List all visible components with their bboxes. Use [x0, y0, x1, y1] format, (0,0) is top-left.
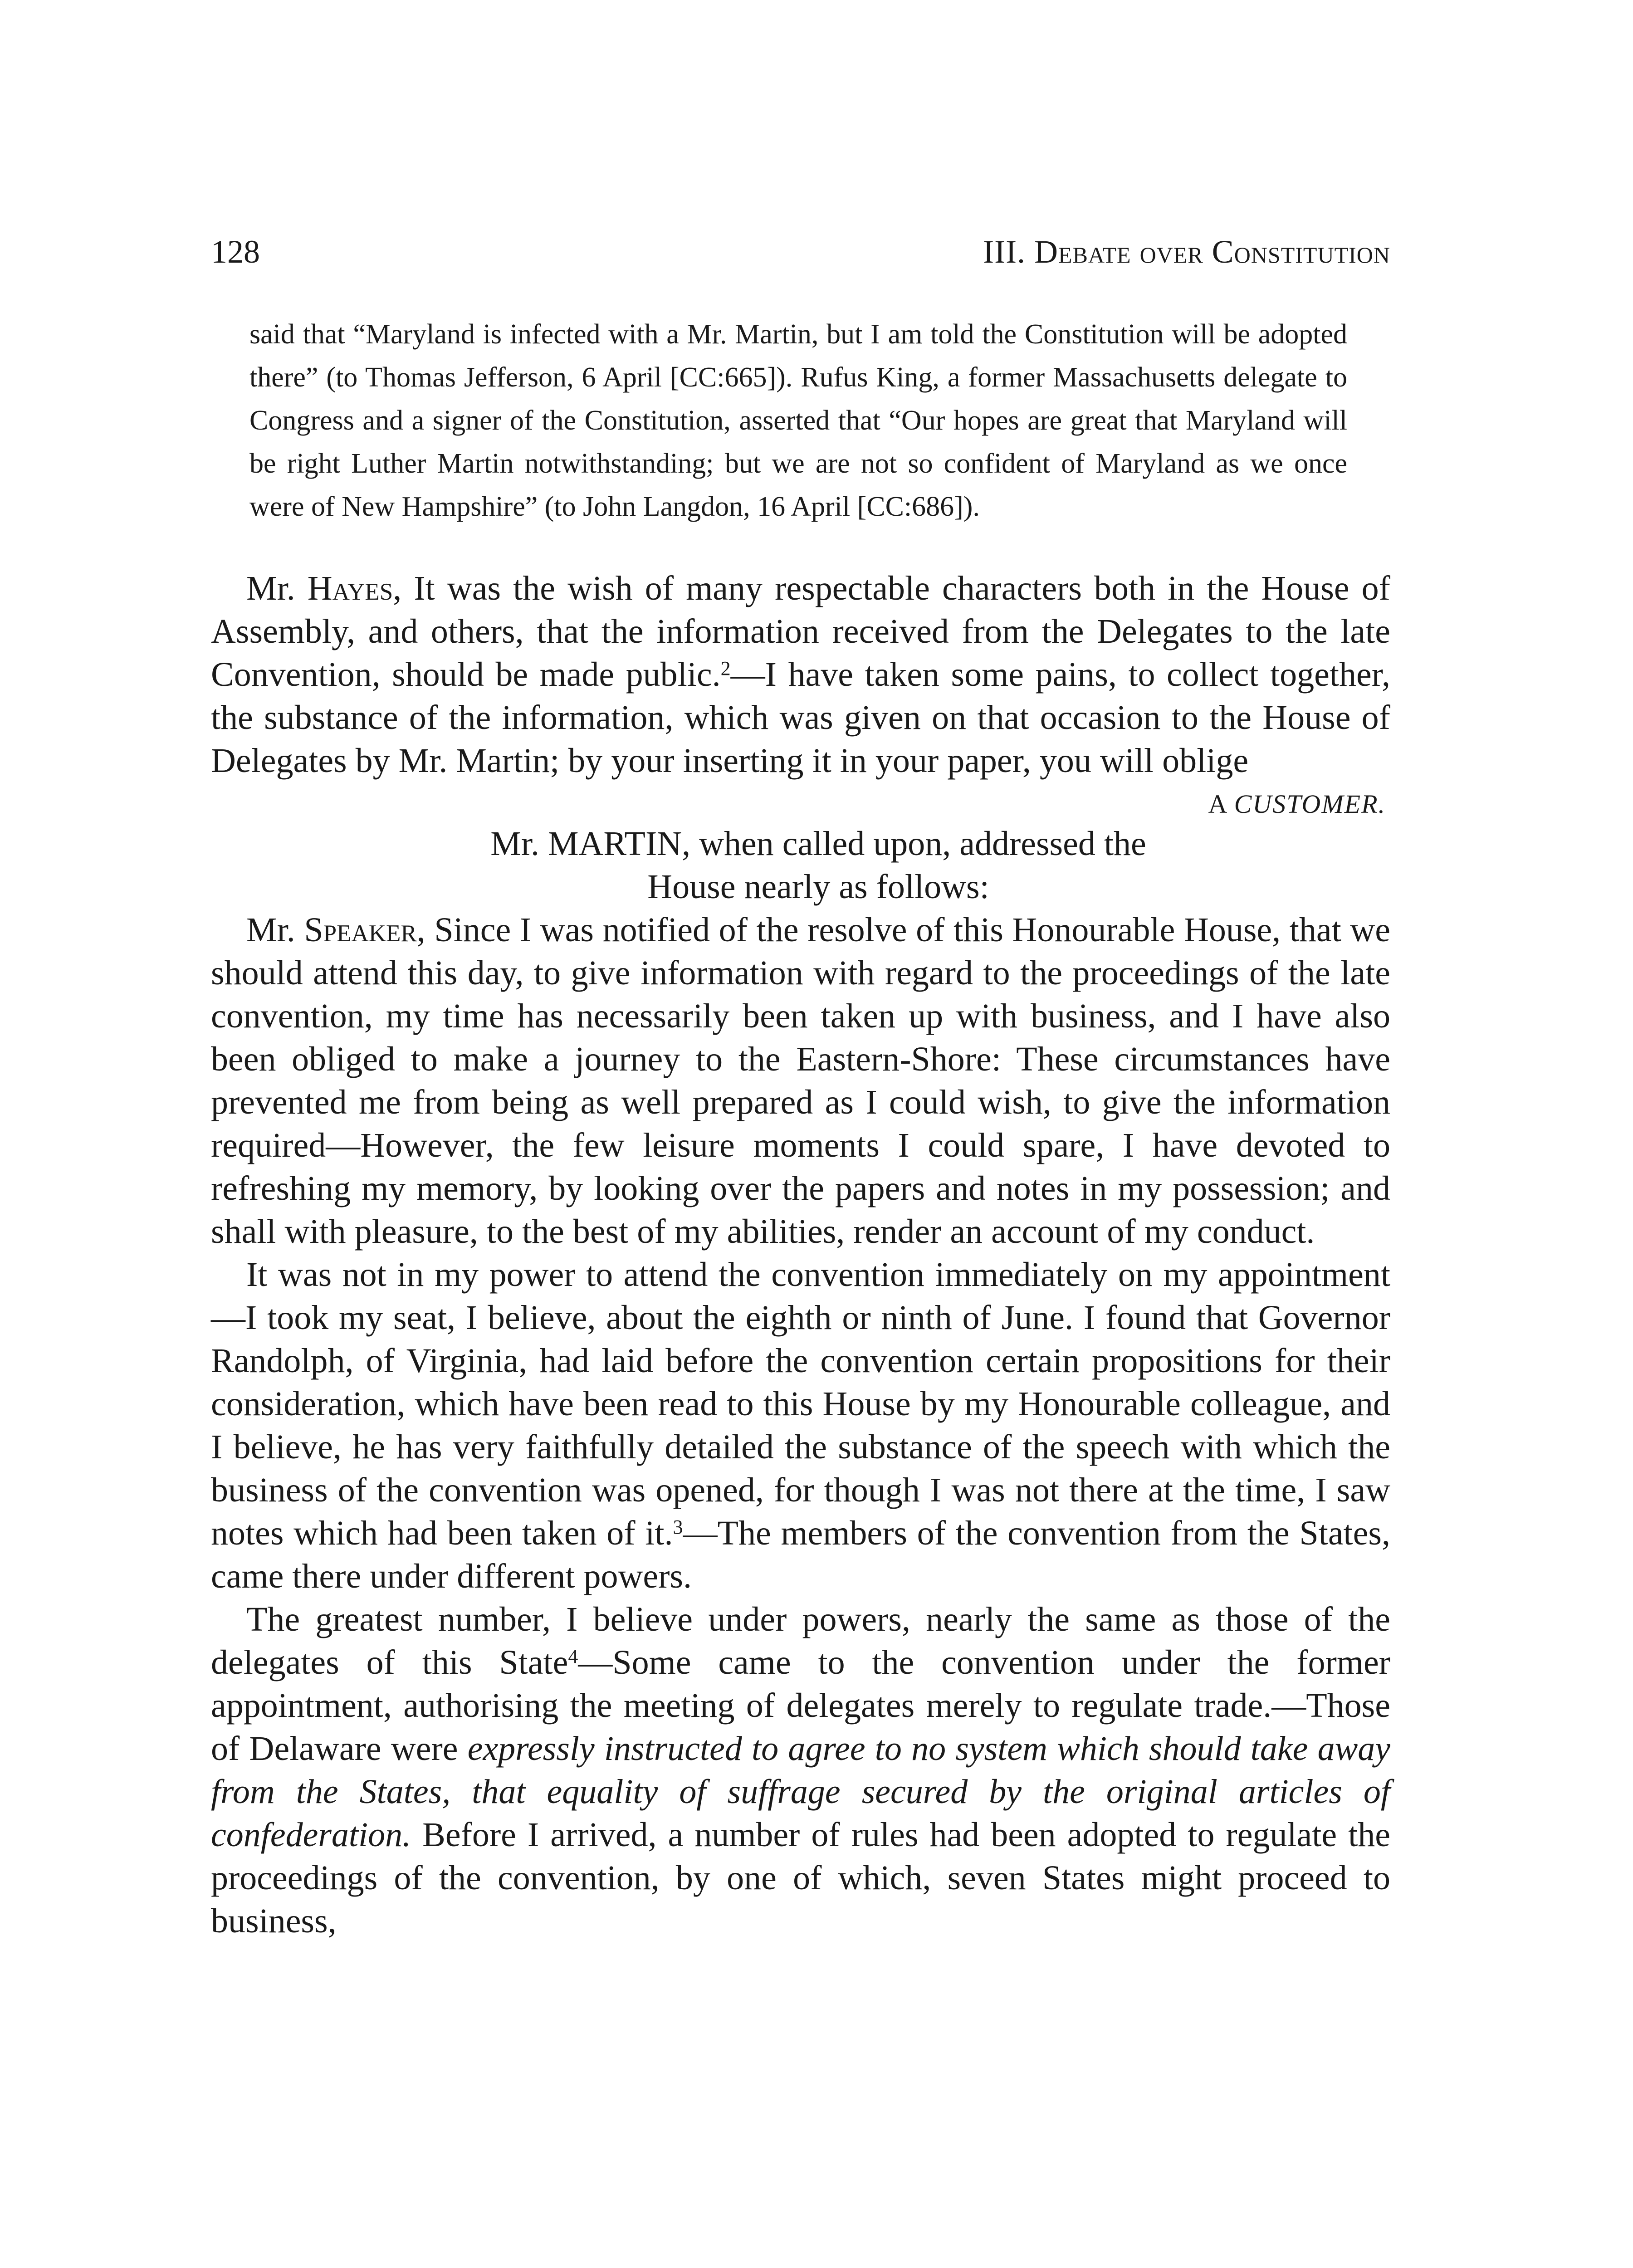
editorial-headnote: [249, 313, 1347, 528]
footnote-ref-2: 2: [720, 657, 731, 679]
speech-salutation: Mr.: [246, 911, 304, 949]
headnote-text: said that “Maryland is infected with a Mr. Martin, but I am told the Constitution will be adopted there” (to Thomas Jefferson, 6 April [CC:665]). Rufus King, a former Massachusetts delegate to Congress and a signer of the Constitution, asserted that “Our hopes are great that Maryland will be right Luther Martin notwithstanding; but we are not so confident of Maryland as we once were of New Hampshire” (to John Langdon, 16 April [CC:686]).: [249, 319, 1347, 522]
speech-heading-line-2: House nearly as follows:: [647, 868, 989, 906]
letter-signature: [211, 786, 1390, 822]
speech-paragraph-3-italic: expressly instructed to agree to no system which should take away from the States, that equality of suffrage secured by the original articles of confederation.: [211, 1730, 1391, 1854]
speech-paragraph-2-text-1: It was not in my power to attend the convention immediately on my appointment—I took my seat, I believe, about the eighth or ninth of June. I found that Governor Randolph, of Virginia, had laid before the convention certain propositions for their consideration, which have been read to this House by my Honourable colleague, and I believe, he has very faithfully detailed the substance of the speech with which the business of the convention was opened, for though I was not there at the time, I saw notes which had been taken of it.: [211, 1256, 1390, 1552]
speech-paragraph-2: [211, 1253, 1390, 1598]
letter-addressee: Hayes: [307, 569, 393, 607]
letter-body-part-2: —I have taken some pains, to collect together, the substance of the information, which was given on that occasion to the House of Delegates by Mr. Martin; by your inserting it in your paper, you will oblige: [211, 655, 1390, 780]
letter-salutation: Mr.: [246, 569, 308, 607]
letter-to-printer: [211, 567, 1390, 782]
footnote-ref-3: 3: [673, 1515, 683, 1538]
running-head: [211, 227, 1390, 277]
speech-paragraph-3: [211, 1598, 1390, 1943]
speech-paragraph-1-text: , Since I was notified of the resolve of this Honourable House, that we should attend this day, to give information with regard to the proceedings of the late convention, my time has necessarily been taken up with business, and I have also been obliged to make a journey to the Eastern-Shore: These circumstances have prevented me from being as well prepared as I could wish, to give the information required—However, the few leisure moments I could spare, I have devoted to refreshing my memory, by looking over the papers and notes in my possession; and shall with pleasure, to the best of my abilities, render an account of my conduct.: [211, 911, 1390, 1251]
document-body: [211, 567, 1390, 1943]
speech-paragraph-1: [211, 909, 1390, 1253]
letter-body-part-1: , It was the wish of many respectable characters both in the House of Assembly, and others, that the information received from the Delegates to the late Convention, should be made public.: [211, 569, 1390, 694]
speech-paragraph-3-text-2: —Some came to the convention under the former appointment, authorising the meeting of delegates merely to regulate trade.—Those of Delaware were: [211, 1643, 1390, 1768]
signature-article: A: [1208, 789, 1234, 819]
section-title: III. Debate over Constitution: [983, 234, 1390, 270]
speech-addressee: Speaker: [304, 911, 417, 949]
footnote-ref-4: 4: [568, 1645, 578, 1667]
page-number: 128: [211, 234, 260, 270]
speech-paragraph-3-text-3: Before I arrived, a number of rules had been adopted to regulate the proceedings of the convention, by one of which, seven States might proceed to business,: [211, 1816, 1390, 1940]
speech-heading-line-1: Mr. MARTIN, when called upon, addressed the: [490, 825, 1146, 863]
speech-paragraph-3-text-1: The greatest number, I believe under powers, nearly the same as those of the delegates of this State: [211, 1600, 1390, 1681]
signature-name: CUSTOMER.: [1234, 789, 1386, 819]
speech-paragraph-2-text-2: —The members of the convention from the States, came there under different powers.: [211, 1514, 1390, 1595]
